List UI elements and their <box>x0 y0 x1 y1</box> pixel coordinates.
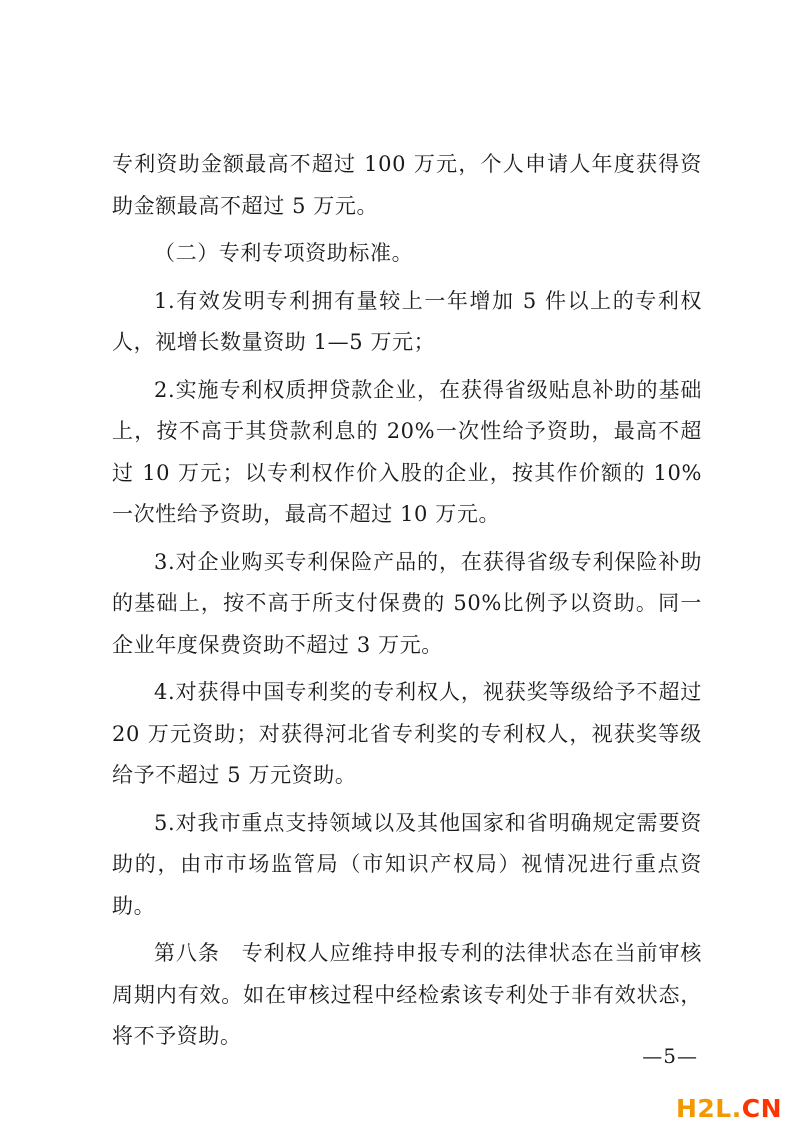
list-item-2: 2.实施专利权质押贷款企业，在获得省级贴息补助的基础上，按不高于其贷款利息的 20%一次性给予资助，最高不超过 10 万元；以专利权作价入股的企业，按其作价额的 10%一次性给予资助，最高不超过 10 万元。 <box>112 377 702 526</box>
watermark-brand: H2L <box>675 1094 732 1123</box>
list-item-4: 4.对获得中国专利奖的专利权人，视获奖等级给予不超过 20 万元资助；对获得河北省专利奖的专利权人，视获奖等级给予不超过 5 万元资助。 <box>112 680 702 787</box>
document-body <box>112 144 702 1064</box>
site-watermark-logo <box>676 1094 782 1123</box>
section-heading: （二）专利专项资助标准。 <box>154 241 414 265</box>
article-eight: 第八条 专利权人应维持申报专利的法律状态在当前审核周期内有效。如在审核过程中经检索该专利处于非有效状态，将不予资助。 <box>112 941 702 1048</box>
list-item-5: 5.对我市重点支持领域以及其他国家和省明确规定需要资助的，由市市场监管局（市知识产权局）视情况进行重点资助。 <box>112 810 702 918</box>
list-item-3: 3.对企业购买专利保险产品的，在获得省级专利保险补助的基础上，按不高于所支付保费的 50%比例予以资助。同一企业年度保费资助不超过 3 万元。 <box>112 549 702 657</box>
watermark-dot: . <box>731 1094 742 1123</box>
paragraph-continuation: 专利资助金额最高不超过 100 万元，个人申请人年度获得资助金额最高不超过 5 万元。 <box>112 152 702 218</box>
page-number: —5— <box>642 1044 698 1068</box>
list-item-1: 1.有效发明专利拥有量较上一年增加 5 件以上的专利权人，视增长数量资助 1—5 万元； <box>112 288 702 354</box>
watermark-tld: CN <box>741 1094 782 1123</box>
